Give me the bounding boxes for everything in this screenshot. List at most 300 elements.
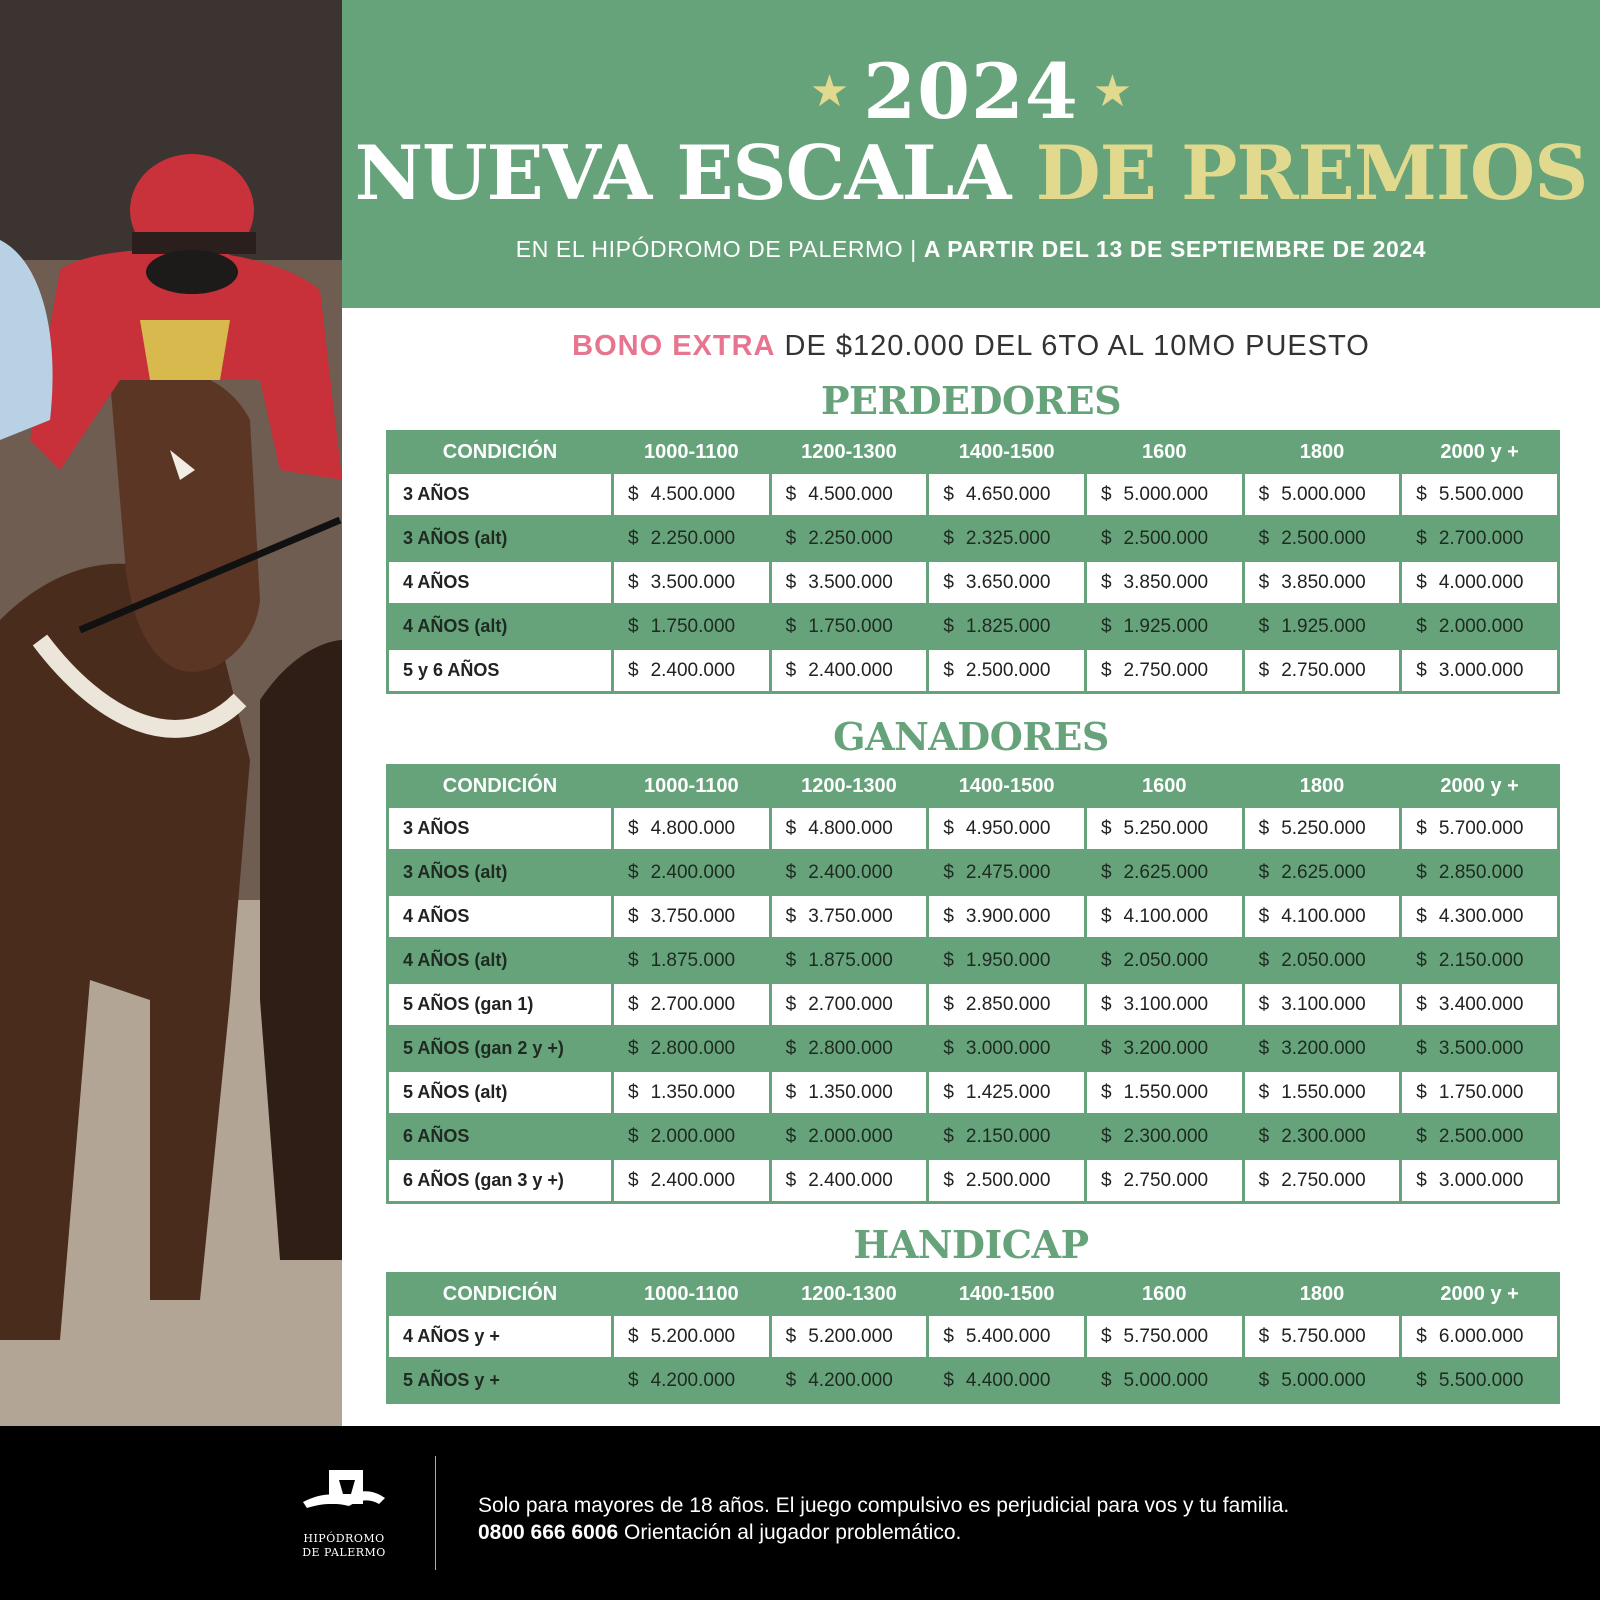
- currency-symbol: $: [785, 659, 797, 681]
- currency-symbol: $: [1258, 571, 1270, 593]
- currency-symbol: $: [943, 1037, 954, 1059]
- prize-cell: [1087, 940, 1242, 981]
- prize-amount: 3.000.000: [1438, 1169, 1524, 1191]
- column-header-condicion: CONDICIÓN: [442, 1282, 558, 1305]
- currency-symbol: $: [1416, 571, 1427, 593]
- currency-symbol: $: [628, 993, 639, 1015]
- currency-symbol: $: [628, 483, 639, 505]
- hipodromo-logo: [296, 1468, 392, 1560]
- prize-cell: [772, 650, 927, 691]
- table-header-row: [389, 433, 1557, 471]
- prize-amount: 5.200.000: [650, 1325, 736, 1347]
- currency-symbol: $: [1416, 1325, 1427, 1347]
- currency-symbol: $: [1416, 1169, 1427, 1191]
- prize-amount: 2.500.000: [1281, 527, 1366, 549]
- currency-symbol: $: [943, 949, 954, 971]
- currency-symbol: $: [1100, 1325, 1112, 1347]
- currency-symbol: $: [785, 905, 797, 927]
- prize-amount: 3.750.000: [650, 905, 736, 927]
- currency-symbol: $: [628, 949, 639, 971]
- prize-cell: [1087, 896, 1242, 937]
- prize-cell: [1402, 1316, 1557, 1357]
- currency-symbol: $: [1100, 1125, 1112, 1147]
- column-header-distance: 1400-1500: [958, 774, 1055, 797]
- subtitle-date: A PARTIR DEL 13 DE SEPTIEMBRE DE 2024: [923, 236, 1427, 262]
- currency-symbol: $: [1416, 615, 1427, 637]
- footer: [0, 1426, 1600, 1600]
- prize-amount: 4.200.000: [650, 1369, 736, 1391]
- row-condition: 6 AÑOS (gan 3 y +): [389, 1160, 611, 1201]
- table-ganadores: [386, 764, 1560, 1204]
- prize-cell: [772, 1028, 927, 1069]
- prize-amount: 5.250.000: [1281, 817, 1366, 839]
- currency-symbol: $: [628, 905, 639, 927]
- prize-amount: 3.900.000: [965, 905, 1051, 927]
- currency-symbol: $: [628, 1081, 639, 1103]
- currency-symbol: $: [1416, 483, 1427, 505]
- prize-amount: 4.200.000: [808, 1369, 893, 1391]
- prize-cell: [1087, 1160, 1242, 1201]
- prize-amount: 2.400.000: [650, 1169, 736, 1191]
- currency-symbol: $: [943, 905, 954, 927]
- currency-symbol: $: [943, 993, 954, 1015]
- prize-amount: 2.400.000: [808, 1169, 893, 1191]
- prize-amount: 3.200.000: [1123, 1037, 1209, 1059]
- year-title: 2024: [863, 47, 1079, 136]
- prize-cell: [1402, 852, 1557, 893]
- prize-amount: 1.425.000: [965, 1081, 1051, 1103]
- prize-amount: 2.700.000: [1438, 527, 1524, 549]
- prize-cell: [614, 606, 769, 647]
- row-condition: 3 AÑOS: [389, 808, 611, 849]
- prize-amount: 3.200.000: [1281, 1037, 1366, 1059]
- prize-cell: [929, 1072, 1084, 1113]
- prize-cell: [929, 808, 1084, 849]
- prize-amount: 3.100.000: [1123, 993, 1209, 1015]
- row-condition: 4 AÑOS y +: [389, 1316, 611, 1357]
- bono-highlight: BONO EXTRA: [572, 330, 776, 362]
- prize-cell: [1402, 940, 1557, 981]
- prize-amount: 5.250.000: [1123, 817, 1209, 839]
- prize-amount: 3.850.000: [1123, 571, 1209, 593]
- currency-symbol: $: [628, 1125, 639, 1147]
- prize-cell: [1087, 984, 1242, 1025]
- prize-amount: 5.750.000: [1123, 1325, 1209, 1347]
- currency-symbol: $: [628, 817, 639, 839]
- row-condition: 3 AÑOS (alt): [389, 852, 611, 893]
- currency-symbol: $: [1258, 1037, 1270, 1059]
- logo-line-1: HIPÓDROMO: [303, 1532, 385, 1545]
- prize-amount: 4.100.000: [1281, 905, 1366, 927]
- row-condition: 5 AÑOS (gan 2 y +): [389, 1028, 611, 1069]
- prize-amount: 6.000.000: [1438, 1325, 1524, 1347]
- prize-amount: 1.875.000: [650, 949, 736, 971]
- prize-amount: 2.700.000: [650, 993, 736, 1015]
- currency-symbol: $: [943, 1169, 954, 1191]
- prize-amount: 3.500.000: [1438, 1037, 1524, 1059]
- section-title-handicap: HANDICAP: [853, 1222, 1089, 1267]
- currency-symbol: $: [785, 949, 797, 971]
- prize-amount: 3.100.000: [1281, 993, 1366, 1015]
- prize-cell: [929, 1360, 1084, 1401]
- currency-symbol: $: [943, 571, 954, 593]
- prize-cell: [1087, 852, 1242, 893]
- bono-text: DE $120.000 DEL 6TO AL 10MO PUESTO: [784, 330, 1370, 362]
- prize-cell: [1087, 808, 1242, 849]
- prize-cell: [1245, 1160, 1400, 1201]
- section-title-ganadores: GANADORES: [833, 714, 1109, 759]
- prize-amount: 5.700.000: [1438, 817, 1524, 839]
- currency-symbol: $: [785, 483, 797, 505]
- column-header-distance: 1800: [1299, 774, 1345, 797]
- currency-symbol: $: [785, 1325, 797, 1347]
- currency-symbol: $: [1258, 817, 1270, 839]
- currency-symbol: $: [1258, 483, 1270, 505]
- prize-cell: [1245, 984, 1400, 1025]
- page-title: [342, 129, 1600, 217]
- prize-cell: [614, 1160, 769, 1201]
- prize-amount: 3.650.000: [965, 571, 1051, 593]
- currency-symbol: $: [1258, 993, 1270, 1015]
- currency-symbol: $: [943, 1081, 954, 1103]
- prize-amount: 4.000.000: [1438, 571, 1524, 593]
- prize-amount: 3.000.000: [1438, 659, 1524, 681]
- prize-cell: [929, 1116, 1084, 1157]
- prize-cell: [1402, 1028, 1557, 1069]
- currency-symbol: $: [1100, 949, 1112, 971]
- row-condition: 5 AÑOS (alt): [389, 1072, 611, 1113]
- currency-symbol: $: [943, 1325, 954, 1347]
- currency-symbol: $: [785, 1169, 797, 1191]
- prize-cell: [772, 1316, 927, 1357]
- prize-cell: [1245, 1360, 1400, 1401]
- prize-cell: [1402, 474, 1557, 515]
- table-row: [389, 984, 1557, 1025]
- subtitle: [342, 236, 1600, 263]
- prize-amount: 4.650.000: [965, 483, 1051, 505]
- row-condition: 3 AÑOS (alt): [389, 518, 611, 559]
- column-header-distance: 1000-1100: [644, 440, 739, 463]
- prize-amount: 2.625.000: [1281, 861, 1366, 883]
- table-row: [389, 1160, 1557, 1201]
- prize-cell: [1087, 1316, 1242, 1357]
- prize-cell: [614, 1116, 769, 1157]
- prize-cell: [1087, 1360, 1242, 1401]
- prize-amount: 4.300.000: [1438, 905, 1524, 927]
- column-header-distance: 1800: [1299, 1282, 1345, 1305]
- currency-symbol: $: [785, 1369, 797, 1391]
- prize-amount: 1.925.000: [1281, 615, 1366, 637]
- currency-symbol: $: [1100, 1037, 1112, 1059]
- currency-symbol: $: [1100, 483, 1112, 505]
- prize-amount: 4.400.000: [965, 1369, 1051, 1391]
- prize-amount: 1.350.000: [650, 1081, 736, 1103]
- prize-amount: 3.500.000: [808, 571, 893, 593]
- prize-amount: 1.350.000: [808, 1081, 893, 1103]
- currency-symbol: $: [1258, 1325, 1270, 1347]
- helpline-phone: 0800 666 6006: [478, 1521, 619, 1544]
- currency-symbol: $: [943, 1369, 954, 1391]
- table-row: [389, 606, 1557, 647]
- currency-symbol: $: [785, 615, 797, 637]
- prize-amount: 2.750.000: [1281, 659, 1366, 681]
- column-header-distance: 2000 y +: [1440, 440, 1519, 463]
- currency-symbol: $: [785, 1125, 797, 1147]
- prize-cell: [772, 852, 927, 893]
- currency-symbol: $: [628, 861, 639, 883]
- currency-symbol: $: [943, 659, 954, 681]
- prize-cell: [1402, 606, 1557, 647]
- table-perdedores: [386, 430, 1560, 694]
- prize-cell: [929, 606, 1084, 647]
- prize-cell: [614, 518, 769, 559]
- year-row: [342, 47, 1600, 136]
- prize-cell: [1245, 1072, 1400, 1113]
- currency-symbol: $: [1258, 527, 1270, 549]
- prize-cell: [772, 940, 927, 981]
- column-header-distance: 1400-1500: [958, 440, 1055, 463]
- prize-amount: 5.400.000: [965, 1325, 1051, 1347]
- prize-cell: [929, 474, 1084, 515]
- prize-cell: [929, 1028, 1084, 1069]
- footer-divider: [435, 1456, 436, 1570]
- prize-amount: 4.950.000: [965, 817, 1051, 839]
- prize-cell: [929, 940, 1084, 981]
- table-row: [389, 940, 1557, 981]
- prize-cell: [1402, 1116, 1557, 1157]
- prize-cell: [1402, 808, 1557, 849]
- column-header-distance: 1400-1500: [958, 1282, 1055, 1305]
- currency-symbol: $: [785, 1037, 797, 1059]
- prize-amount: 5.500.000: [1438, 483, 1524, 505]
- currency-symbol: $: [1416, 1081, 1427, 1103]
- currency-symbol: $: [1258, 1081, 1270, 1103]
- prize-cell: [772, 562, 927, 603]
- prize-cell: [614, 474, 769, 515]
- prize-amount: 1.750.000: [808, 615, 893, 637]
- column-header-distance: 1600: [1142, 1282, 1187, 1305]
- prize-cell: [772, 1160, 927, 1201]
- currency-symbol: $: [628, 1169, 639, 1191]
- prize-cell: [1402, 1160, 1557, 1201]
- prize-amount: 2.625.000: [1123, 861, 1209, 883]
- prize-amount: 3.750.000: [808, 905, 893, 927]
- prize-cell: [1402, 562, 1557, 603]
- currency-symbol: $: [628, 1037, 639, 1059]
- currency-symbol: $: [1258, 861, 1270, 883]
- disclaimer: [478, 1492, 1289, 1546]
- currency-symbol: $: [1416, 1125, 1427, 1147]
- prize-cell: [1402, 518, 1557, 559]
- currency-symbol: $: [1100, 817, 1112, 839]
- prize-cell: [1087, 474, 1242, 515]
- prize-cell: [614, 1360, 769, 1401]
- prize-amount: 2.500.000: [965, 1169, 1051, 1191]
- table-row: [389, 852, 1557, 893]
- prize-amount: 2.700.000: [808, 993, 893, 1015]
- prize-amount: 5.500.000: [1438, 1369, 1524, 1391]
- currency-symbol: $: [1416, 659, 1427, 681]
- row-condition: 3 AÑOS: [389, 474, 611, 515]
- prize-amount: 2.750.000: [1123, 1169, 1209, 1191]
- currency-symbol: $: [1416, 949, 1427, 971]
- currency-symbol: $: [1100, 527, 1112, 549]
- prize-amount: 2.500.000: [1123, 527, 1209, 549]
- prize-amount: 2.150.000: [965, 1125, 1051, 1147]
- row-condition: 4 AÑOS (alt): [389, 940, 611, 981]
- prize-cell: [1087, 606, 1242, 647]
- table-row: [389, 474, 1557, 515]
- prize-cell: [1087, 562, 1242, 603]
- prize-amount: 3.000.000: [965, 1037, 1051, 1059]
- prize-cell: [1087, 518, 1242, 559]
- row-condition: 4 AÑOS: [389, 562, 611, 603]
- prize-cell: [614, 1028, 769, 1069]
- table-row: [389, 896, 1557, 937]
- prize-amount: 5.000.000: [1281, 483, 1366, 505]
- prize-cell: [929, 650, 1084, 691]
- prize-cell: [614, 984, 769, 1025]
- prize-cell: [772, 518, 927, 559]
- prize-cell: [1245, 650, 1400, 691]
- column-header-distance: 1600: [1142, 774, 1187, 797]
- prize-cell: [1245, 1116, 1400, 1157]
- currency-symbol: $: [1258, 949, 1270, 971]
- currency-symbol: $: [1416, 861, 1427, 883]
- column-header-distance: 1600: [1142, 440, 1187, 463]
- currency-symbol: $: [1416, 993, 1427, 1015]
- header-banner: [342, 0, 1600, 308]
- column-header-distance: 1200-1300: [801, 1282, 897, 1305]
- prize-amount: 1.550.000: [1281, 1081, 1366, 1103]
- prize-amount: 3.850.000: [1281, 571, 1366, 593]
- prize-cell: [614, 852, 769, 893]
- disclaimer-line-1: Solo para mayores de 18 años. El juego compulsivo es perjudicial para vos y tu familia.: [478, 1494, 1290, 1517]
- prize-cell: [772, 474, 927, 515]
- row-condition: 5 AÑOS (gan 1): [389, 984, 611, 1025]
- prize-amount: 5.750.000: [1281, 1325, 1366, 1347]
- prize-amount: 2.050.000: [1281, 949, 1366, 971]
- title-main: NUEVA ESCALA: [354, 129, 1011, 217]
- prize-cell: [1245, 474, 1400, 515]
- prize-amount: 1.750.000: [650, 615, 736, 637]
- currency-symbol: $: [1100, 993, 1112, 1015]
- currency-symbol: $: [1100, 1081, 1112, 1103]
- prize-cell: [1245, 606, 1400, 647]
- prize-cell: [772, 984, 927, 1025]
- column-header-distance: 2000 y +: [1440, 1282, 1519, 1305]
- prize-amount: 2.800.000: [650, 1037, 736, 1059]
- prize-cell: [929, 852, 1084, 893]
- prize-cell: [1402, 896, 1557, 937]
- prize-amount: 1.875.000: [808, 949, 893, 971]
- prize-cell: [772, 1072, 927, 1113]
- prize-cell: [614, 1316, 769, 1357]
- row-condition: 6 AÑOS: [389, 1116, 611, 1157]
- currency-symbol: $: [1416, 1369, 1427, 1391]
- prize-cell: [1245, 1316, 1400, 1357]
- disclaimer-line-2: [478, 1519, 1289, 1546]
- prize-amount: 1.825.000: [965, 615, 1051, 637]
- prize-amount: 2.325.000: [965, 527, 1051, 549]
- prize-cell: [614, 562, 769, 603]
- currency-symbol: $: [943, 817, 954, 839]
- currency-symbol: $: [1258, 1169, 1270, 1191]
- prize-amount: 5.000.000: [1123, 1369, 1209, 1391]
- prize-amount: 2.400.000: [650, 861, 736, 883]
- prize-amount: 2.000.000: [808, 1125, 893, 1147]
- currency-symbol: $: [1258, 905, 1270, 927]
- table-row: [389, 1028, 1557, 1069]
- prize-amount: 3.500.000: [650, 571, 736, 593]
- currency-symbol: $: [943, 861, 954, 883]
- currency-symbol: $: [785, 527, 797, 549]
- prize-amount: 2.475.000: [965, 861, 1051, 883]
- prize-cell: [1402, 1072, 1557, 1113]
- prize-amount: 2.050.000: [1123, 949, 1209, 971]
- subtitle-main: EN EL HIPÓDROMO DE PALERMO |: [515, 236, 917, 262]
- column-header-condicion: CONDICIÓN: [442, 774, 558, 797]
- prize-cell: [929, 518, 1084, 559]
- table-header-row: [389, 1275, 1557, 1313]
- currency-symbol: $: [1258, 1369, 1270, 1391]
- currency-symbol: $: [943, 483, 954, 505]
- prize-amount: 1.750.000: [1438, 1081, 1524, 1103]
- prize-cell: [1245, 896, 1400, 937]
- table-row: [389, 808, 1557, 849]
- section-title-perdedores: PERDEDORES: [820, 378, 1122, 423]
- table-row: [389, 1116, 1557, 1157]
- currency-symbol: $: [943, 527, 954, 549]
- prize-amount: 2.750.000: [1281, 1169, 1366, 1191]
- column-header-distance: 1200-1300: [801, 440, 897, 463]
- prize-amount: 5.200.000: [808, 1325, 893, 1347]
- currency-symbol: $: [628, 1369, 639, 1391]
- currency-symbol: $: [1416, 905, 1427, 927]
- currency-symbol: $: [1100, 571, 1112, 593]
- prize-amount: 4.500.000: [650, 483, 736, 505]
- currency-symbol: $: [628, 615, 639, 637]
- table-header-row: [389, 767, 1557, 805]
- prize-cell: [1245, 852, 1400, 893]
- table-handicap: [386, 1272, 1560, 1404]
- table-row: [389, 650, 1557, 691]
- currency-symbol: $: [1100, 1369, 1112, 1391]
- prize-cell: [772, 1360, 927, 1401]
- prize-cell: [1245, 940, 1400, 981]
- column-header-distance: 1200-1300: [801, 774, 897, 797]
- currency-symbol: $: [1416, 1037, 1427, 1059]
- prize-amount: 3.400.000: [1438, 993, 1524, 1015]
- currency-symbol: $: [1258, 615, 1270, 637]
- prize-amount: 2.850.000: [965, 993, 1051, 1015]
- prize-amount: 2.500.000: [1438, 1125, 1524, 1147]
- table-row: [389, 562, 1557, 603]
- prize-amount: 2.000.000: [1438, 615, 1524, 637]
- prize-cell: [614, 808, 769, 849]
- prize-cell: [929, 984, 1084, 1025]
- prize-amount: 2.800.000: [808, 1037, 893, 1059]
- prize-amount: 5.000.000: [1123, 483, 1209, 505]
- currency-symbol: $: [1100, 1169, 1112, 1191]
- row-condition: 4 AÑOS (alt): [389, 606, 611, 647]
- prize-cell: [614, 896, 769, 937]
- prize-cell: [1245, 518, 1400, 559]
- prize-amount: 4.800.000: [650, 817, 736, 839]
- prize-cell: [1245, 808, 1400, 849]
- currency-symbol: $: [628, 527, 639, 549]
- currency-symbol: $: [943, 615, 954, 637]
